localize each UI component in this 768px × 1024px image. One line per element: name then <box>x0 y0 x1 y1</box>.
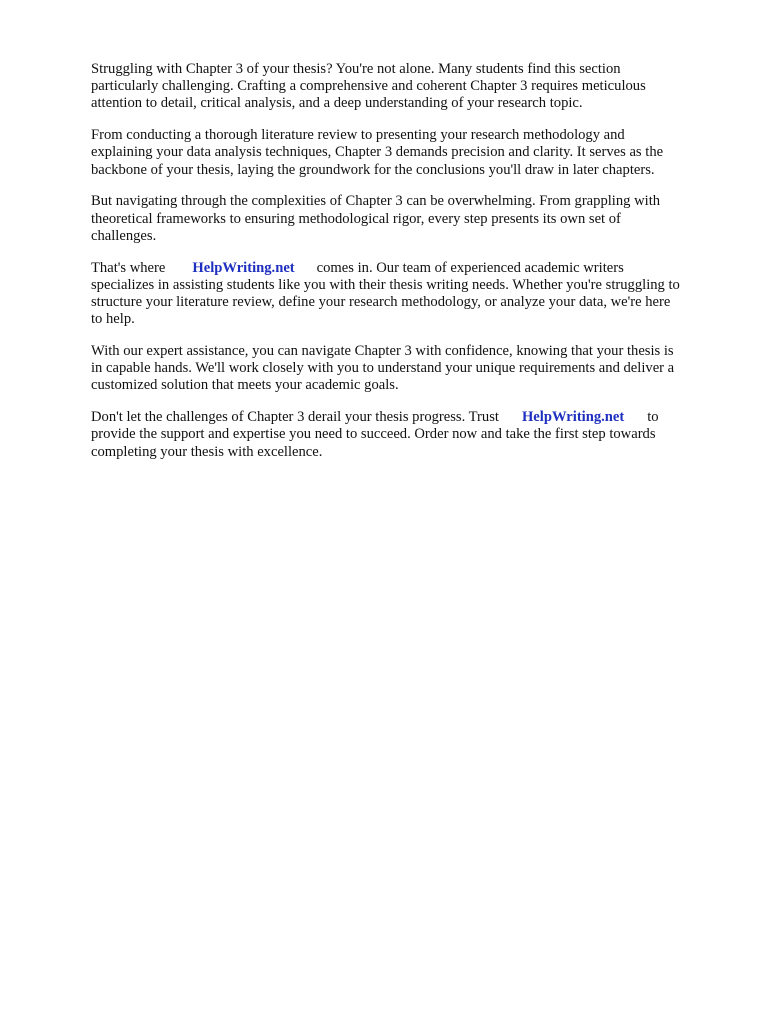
text-line: structure your literature review, define your research methodology, or analyze your data, we're here <box>91 294 671 311</box>
text-line: backbone of your thesis, laying the groundwork for the conclusions you'll draw in later chapters. <box>91 161 655 178</box>
text-line: With our expert assistance, you can navigate Chapter 3 with confidence, knowing that your thesis is <box>91 343 674 360</box>
paragraph-complexities <box>91 193 731 245</box>
text-line: specializes in assisting students like you with their thesis writing needs. Whether you're struggling to <box>91 276 680 293</box>
text-line: completing your thesis with excellence. <box>91 443 323 460</box>
helpwriting-link[interactable]: HelpWriting.net <box>192 259 295 276</box>
text-line: to help. <box>91 311 135 328</box>
text-before-link: That's where <box>91 259 166 276</box>
text-after-link: comes in. Our team of experienced academic writers <box>316 259 624 276</box>
text-line: From conducting a thorough literature review to presenting your research methodology and <box>91 127 625 144</box>
text-line <box>91 260 731 277</box>
text-line: But navigating through the complexities of Chapter 3 can be overwhelming. From grappling with <box>91 193 661 210</box>
paragraph-helpwriting-intro <box>91 260 731 329</box>
paragraph-literature-review <box>91 127 731 179</box>
text-line: theoretical frameworks to ensuring methodological rigor, every step presents its own set of <box>91 210 621 227</box>
paragraph-call-to-action <box>91 409 731 461</box>
text-line: attention to detail, critical analysis, and a deep understanding of your research topic. <box>91 95 583 112</box>
text-line <box>91 409 731 426</box>
text-line: provide the support and expertise you need to succeed. Order now and take the first step towards <box>91 426 656 443</box>
helpwriting-link[interactable]: HelpWriting.net <box>521 409 625 426</box>
text-line: challenges. <box>91 227 157 244</box>
text-before-link: Don't let the challenges of Chapter 3 derail your thesis progress. Trust <box>91 409 499 426</box>
text-after-link: to <box>647 409 659 426</box>
text-line: explaining your data analysis techniques, Chapter 3 demands precision and clarity. It serves as the <box>91 144 664 161</box>
paragraph-intro <box>91 61 731 113</box>
text-line: particularly challenging. Crafting a comprehensive and coherent Chapter 3 requires meticulous <box>91 78 646 95</box>
text-line: customized solution that meets your academic goals. <box>91 377 399 394</box>
text-line: in capable hands. We'll work closely with you to understand your unique requirements and deliver a <box>91 360 675 377</box>
document-body <box>91 61 731 475</box>
text-line: Struggling with Chapter 3 of your thesis? You're not alone. Many students find this section <box>91 61 621 77</box>
paragraph-expert-assistance <box>91 343 731 395</box>
